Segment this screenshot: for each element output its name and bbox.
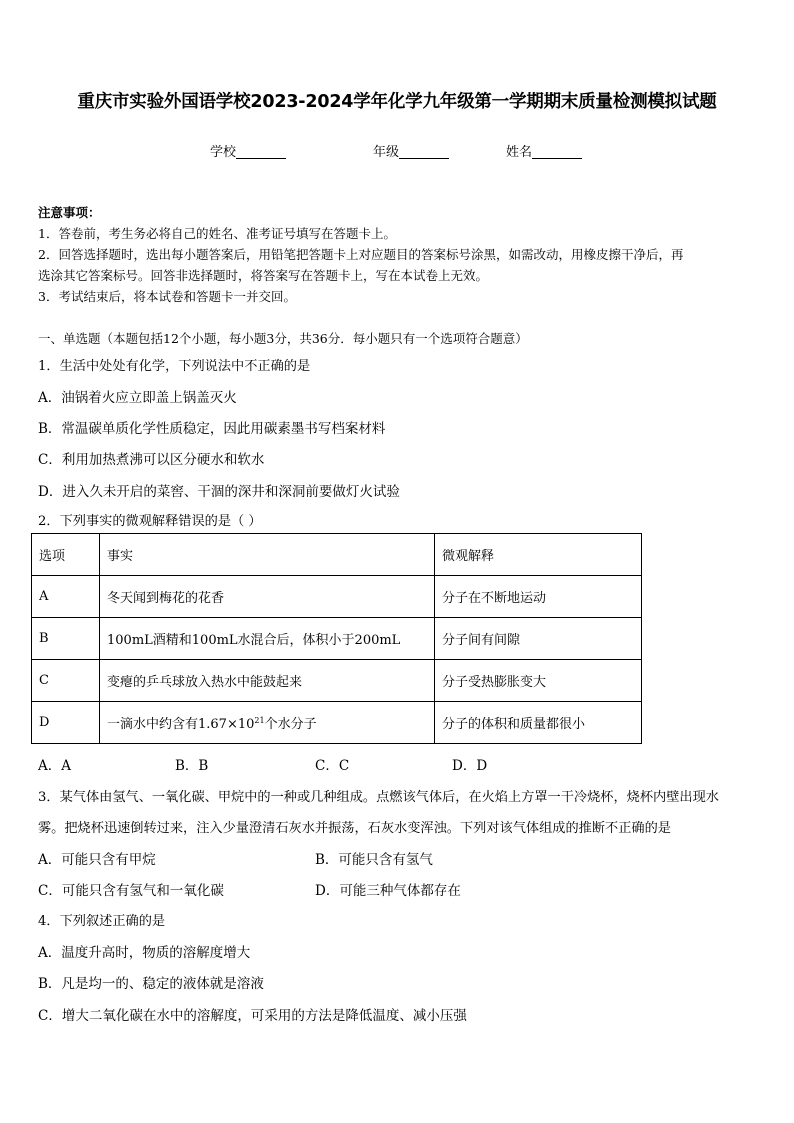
q1-option-c: C．利用加热煮沸可以区分硬水和软水	[38, 452, 265, 468]
school-field	[210, 141, 286, 160]
notice-line-2b: 选涂其它答案标号。回答非选择题时，将答案写在答题卡上，写在本试卷上无效。	[38, 268, 489, 283]
q2-option-a: A．A	[38, 758, 71, 774]
row-fact: 变瘪的乒乓球放入热水中能鼓起来	[100, 660, 435, 702]
header-fact: 事实	[100, 534, 435, 576]
q4-option-a: A．温度升高时，物质的溶解度增大	[38, 945, 251, 961]
school-blank	[236, 144, 286, 159]
row-fact-text: 一滴水中约含有1.67×10	[107, 717, 255, 732]
q3-stem-line-1: 3．某气体由氢气、一氧化碳、甲烷中的一种或几种组成。点燃该气体后，在火焰上方罩一干冷烧杯，烧杯内壁出现水	[38, 790, 719, 805]
school-label: 学校	[210, 145, 237, 160]
q2-option-d: D．D	[452, 758, 488, 774]
row-fact: 100mL酒精和100mL水混合后，体积小于200mL	[100, 618, 435, 660]
row-fact-exponent: 21	[254, 716, 265, 725]
row-explanation: 分子间有间隙	[435, 618, 642, 660]
section-heading: 一、单选题（本题包括12个小题，每小题3分，共36分．每小题只有一个选项符合题意）	[38, 331, 528, 346]
q3-option-c: C．可能只含有氢气和一氧化碳	[38, 883, 224, 899]
q2-option-c: C．C	[315, 758, 350, 774]
q2-table	[31, 533, 642, 744]
table-row	[32, 660, 642, 702]
table-row	[32, 576, 642, 618]
name-label: 姓名	[506, 145, 533, 160]
row-option: D	[32, 702, 100, 744]
row-explanation: 分子在不断地运动	[435, 576, 642, 618]
row-explanation: 分子受热膨胀变大	[435, 660, 642, 702]
notice-line-2a: 2．回答选择题时，选出每小题答案后，用铅笔把答题卡上对应题目的答案标号涂黑，如需改动，用橡皮擦干净后，再	[38, 247, 684, 262]
q1-option-b: B．常温碳单质化学性质稳定，因此用碳素墨书写档案材料	[38, 421, 386, 437]
row-fact: 冬天闻到梅花的花香	[100, 576, 435, 618]
row-option: A	[32, 576, 100, 618]
q4-stem: 4．下列叙述正确的是	[38, 914, 166, 929]
row-fact-suffix: 个水分子	[264, 717, 317, 732]
q1-option-d: D．进入久未开启的菜窖、干涸的深井和深洞前要做灯火试验	[38, 484, 400, 500]
table-row	[32, 702, 642, 744]
header-option: 选项	[32, 534, 100, 576]
name-field	[506, 141, 582, 160]
grade-field	[373, 141, 449, 160]
q4-option-c: C．增大二氧化碳在水中的溶解度，可采用的方法是降低温度、减小压强	[38, 1008, 467, 1024]
notice-line-1: 1．答卷前，考生务必将自己的姓名、准考证号填写在答题卡上。	[38, 226, 396, 241]
table-header-row	[32, 534, 642, 576]
notice-heading: 注意事项：	[38, 205, 101, 220]
q2-option-b: B．B	[175, 758, 209, 774]
name-blank	[532, 144, 582, 159]
q1-option-a: A．油锅着火应立即盖上锅盖灭火	[38, 390, 237, 406]
grade-blank	[399, 144, 449, 159]
row-option: B	[32, 618, 100, 660]
q3-option-a: A．可能只含有甲烷	[38, 852, 156, 868]
q1-stem: 1．生活中处处有化学，下列说法中不正确的是	[38, 359, 311, 374]
q3-option-d: D．可能三种气体都存在	[315, 883, 461, 899]
row-fact	[100, 702, 435, 744]
row-option: C	[32, 660, 100, 702]
grade-label: 年级	[373, 145, 400, 160]
q2-stem: 2．下列事实的微观解释错误的是（ ）	[38, 514, 262, 529]
q3-stem-line-2: 雾。把烧杯迅速倒转过来，注入少量澄清石灰水并振荡，石灰水变浑浊。下列对该气体组成的推断不正确的是	[38, 821, 671, 836]
page-title: 重庆市实验外国语学校2023-2024学年化学九年级第一学期期末质量检测模拟试题	[77, 92, 717, 112]
row-explanation: 分子的体积和质量都很小	[435, 702, 642, 744]
table-row	[32, 618, 642, 660]
header-explanation: 微观解释	[435, 534, 642, 576]
q4-option-b: B．凡是均一的、稳定的液体就是溶液	[38, 976, 264, 992]
q3-option-b: B．可能只含有氢气	[315, 852, 433, 868]
notice-line-3: 3．考试结束后，将本试卷和答题卡一并交回。	[38, 289, 296, 304]
